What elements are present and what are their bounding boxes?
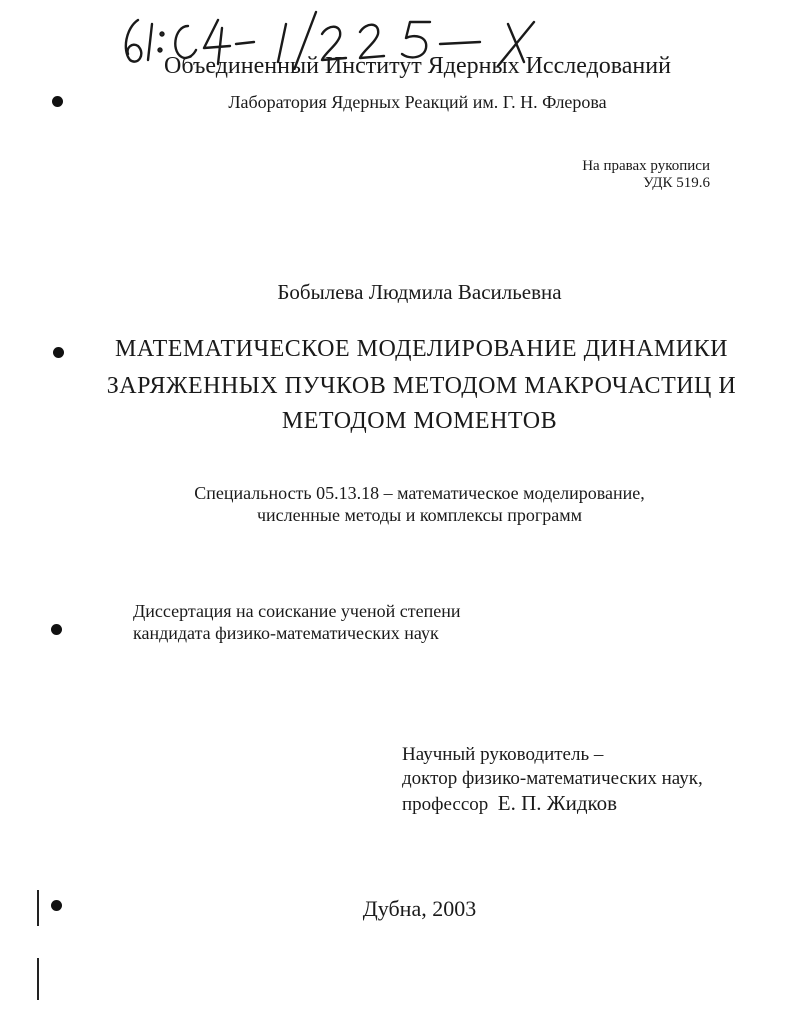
specialty-line-1: Специальность 05.13.18 – математическое моделирование, (194, 483, 645, 503)
supervisor-position-line (402, 791, 703, 817)
dissertation-line-2: кандидата физико-математических наук (133, 623, 439, 643)
laboratory-name: Лаборатория Ядерных Реакций им. Г. Н. Флерова (228, 92, 607, 112)
author-name: Бобылева Людмила Васильевна (277, 280, 562, 304)
specialty-block (24, 482, 791, 526)
scan-edge-mark-2 (37, 958, 39, 1000)
supervisor-name: Е. П. Жидков (497, 791, 618, 815)
dissertation-block (133, 600, 460, 644)
dissertation-line-1: Диссертация на соискание ученой степени (133, 601, 461, 621)
binding-hole-3 (51, 624, 62, 635)
udc-code: УДК 519.6 (643, 175, 710, 191)
title-line-2: ЗАРЯЖЕННЫХ ПУЧКОВ МЕТОДОМ МАКРОЧАСТИЦ И (106, 373, 737, 399)
institute-name: Объединенный Институт Ядерных Исследований (164, 53, 671, 79)
manuscript-rights: На правах рукописи (582, 158, 710, 174)
supervisor-block (402, 743, 703, 817)
place-year: Дубна, 2003 (362, 896, 477, 921)
specialty-line-2: численные методы и комплексы программ (256, 505, 583, 525)
supervisor-role: Научный руководитель – (402, 744, 604, 765)
supervisor-degree: доктор физико-математических наук, (402, 768, 703, 789)
title-line-1: МАТЕМАТИЧЕСКОЕ МОДЕЛИРОВАНИЕ ДИНАМИКИ (115, 336, 728, 362)
rights-block (540, 158, 710, 192)
supervisor-position: профессор (402, 794, 489, 815)
title-line-3: МЕТОДОМ МОМЕНТОВ (281, 408, 558, 434)
